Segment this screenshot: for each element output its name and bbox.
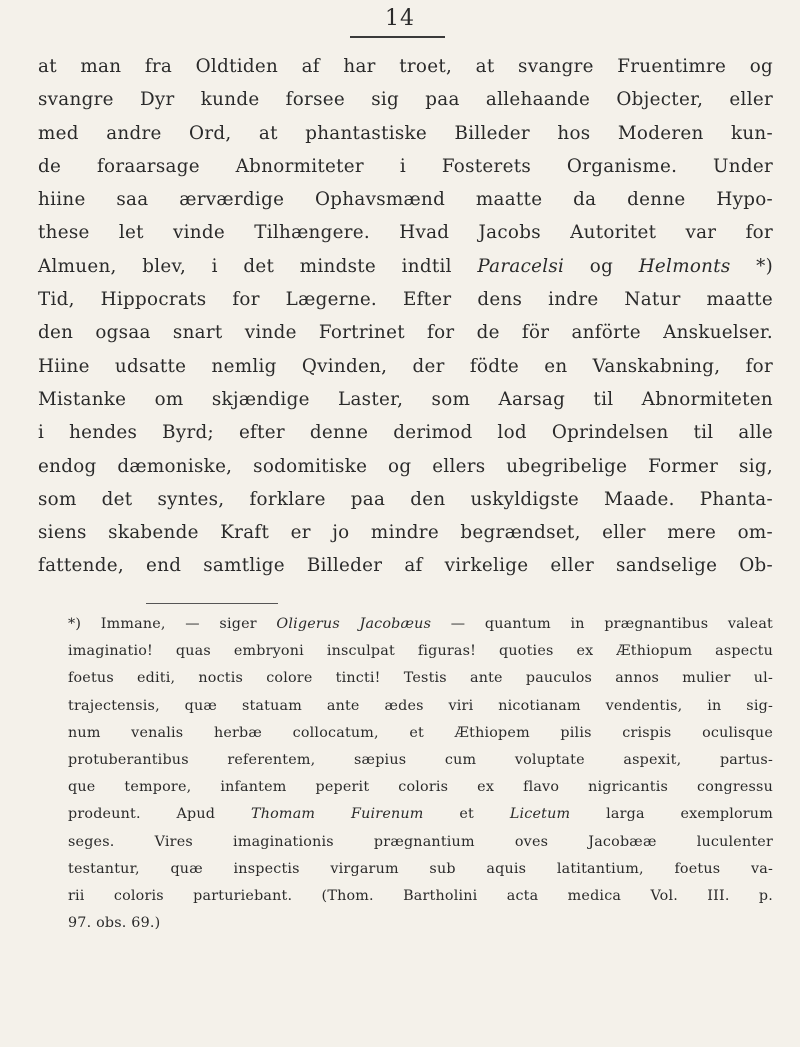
text-line: Mistanke om skjændige Laster, som Aarsag til Abnormiteten: [38, 388, 773, 410]
text-line: de foraarsage Abnormiteter i Fosterets Organisme. Under: [38, 155, 773, 177]
header-rule: [350, 36, 445, 38]
footnote-line: num venalis herbæ collocatum, et Æthiopem pilis crispis oculisque: [68, 724, 773, 741]
text-line: at man fra Oldtiden af har troet, at svangre Fruentimre og: [38, 56, 773, 77]
text-line: endog dæmoniske, sodomitiske og ellers ubegribelige Former sig,: [38, 455, 773, 477]
text-line: svangre Dyr kunde forsee sig paa allehaande Objecter, eller: [38, 89, 773, 111]
footnote-rule: [146, 603, 278, 604]
page-number: 14: [385, 6, 415, 31]
footnote-line: protuberantibus referentem, sæpius cum voluptate aspexit, partus-: [68, 751, 773, 768]
footnote-line: [68, 801, 773, 828]
author-name: Licetum: [509, 806, 571, 823]
text-segment: Immane, — siger: [81, 616, 277, 632]
footnote-mark: *): [730, 255, 773, 277]
author-name: Thomam Fuirenum: [250, 806, 424, 823]
text-line: hiine saa ærværdige Ophavsmænd maatte da denne Hypo-: [38, 189, 773, 211]
footnote-line: trajectensis, quæ statuam ante ædes viri nicotianam vendentis, in sig-: [68, 697, 773, 714]
text-line: med andre Ord, at phantastiske Billeder hos Moderen kun-: [38, 122, 773, 144]
author-name: Oligerus Jacobæus: [276, 616, 432, 632]
text-segment: prodeunt. Apud: [68, 806, 251, 823]
text-line: Hiine udsatte nemlig Qvinden, der födte en Vanskabning, for: [38, 355, 773, 377]
name-helmonts: Helmonts: [638, 255, 731, 277]
text-line-with-names: [38, 250, 773, 283]
text-line: siens skabende Kraft er jo mindre begrændset, eller mere om-: [38, 522, 773, 544]
text-segment: Almuen, blev, i det mindste indtil: [38, 255, 452, 277]
name-paracelsi: Paracelsi: [477, 255, 565, 277]
footnote-line: foetus editi, noctis colore tincti! Testis ante pauculos annos mulier ul-: [68, 670, 773, 687]
text-line: these let vinde Tilhængere. Hvad Jacobs Autoritet var for: [38, 222, 773, 244]
footnote-line: que tempore, infantem peperit coloris ex flavo nigricantis congressu: [68, 779, 773, 796]
text-segment: et: [423, 806, 510, 823]
footnote-mark: *): [68, 616, 82, 632]
text-line: fattende, end samtlige Billeder af virkelige eller sandselige Ob-: [38, 555, 773, 577]
text-line: Tid, Hippocrats for Lægerne. Efter dens indre Natur maatte: [38, 289, 773, 311]
footnote-line: seges. Vires imaginationis prægnantium oves Jacobææ luculenter: [68, 833, 773, 850]
text-segment: og: [564, 255, 639, 277]
main-text: [38, 50, 773, 583]
text-segment: larga exemplorum: [570, 806, 773, 823]
footnote-line: testantur, quæ inspectis virgarum sub aquis latitantium, foetus va-: [68, 860, 773, 877]
text-line: som det syntes, forklare paa den uskyldigste Maade. Phanta-: [38, 488, 773, 510]
text-segment: — quantum in prægnantibus valeat: [431, 616, 773, 632]
text-line: den ogsaa snart vinde Fortrinet for de för anförte Anskuelser.: [38, 322, 773, 344]
footnote: [68, 611, 773, 937]
footnote-line: imaginatio! quas embryoni insculpat figuras! quoties ex Æthiopum aspectu: [68, 643, 773, 660]
footnote-line: rii coloris parturiebant. (Thom. Bartholini acta medica Vol. III. p.: [68, 887, 773, 904]
footnote-line: 97. obs. 69.): [68, 915, 161, 932]
footnote-line: [68, 611, 773, 638]
text-line: i hendes Byrd; efter denne derimod lod Oprindelsen til alle: [38, 422, 773, 444]
